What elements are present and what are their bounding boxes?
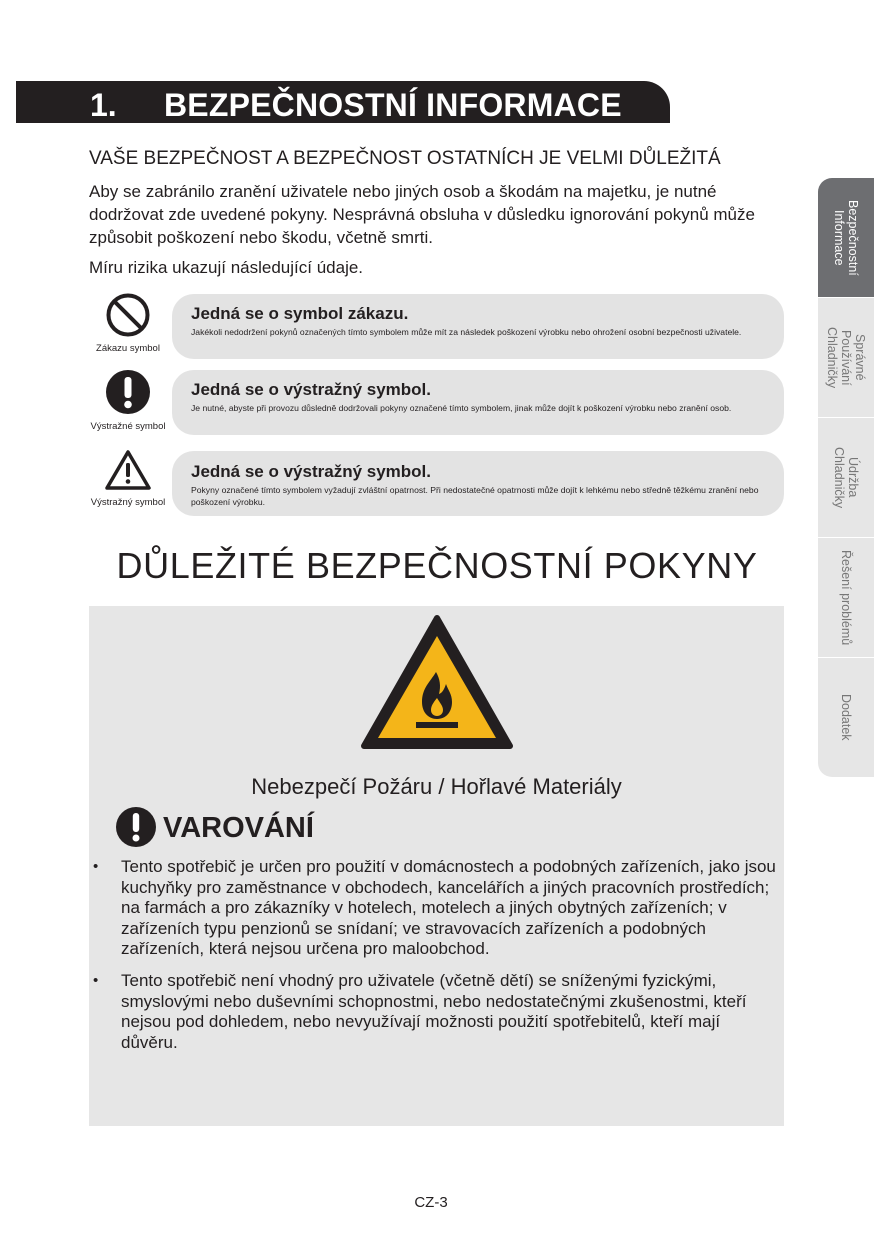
section-title: BEZPEČNOSTNÍ INFORMACE [164, 87, 622, 123]
prohibition-icon [105, 292, 151, 338]
symbol-description: Pokyny označené tímto symbolem vyžadují zvláštní opatrnost. Při nedostatečné opatrnosti může dojít k lehkému nebo středně těžkému zranění nebo poškození výrobku. [191, 485, 759, 507]
warning-text: Tento spotřebič je určen pro použití v domácnostech a podobných zařízeních, jako jsou kuchyňky pro zaměstnance v obchodech, kancelářích a jiných pracovních prostředích; na farmách a pro zákazníky v hotelech, motelech a jiných obytných zařízeních; v zařízeních typu penzionů se snídaní; ve stravovacích zařízeních a podobných zařízeních, která nejsou určena pro maloobchod. [121, 857, 776, 959]
bullet-marker: • [93, 971, 99, 989]
tab-label: Řešení problémů [839, 549, 853, 646]
symbol-title: Jedná se o výstražný symbol. [191, 380, 431, 399]
intro-risk-note: Míru rizika ukazují následující údaje. [89, 258, 364, 277]
tab-label: Dodatek [839, 694, 853, 741]
tab-proper-use[interactable] [818, 298, 874, 417]
section-number: 1. [90, 87, 117, 123]
list-item [89, 971, 784, 1053]
symbol-mandatory [88, 369, 168, 433]
flammable-warning-icon [360, 614, 514, 752]
tab-troubleshooting[interactable] [818, 538, 874, 657]
fire-hazard-caption: Nebezpečí Požáru / Hořlavé Materiály [251, 774, 622, 799]
symbol-prohibition [88, 292, 168, 355]
symbol-caption: Zákazu symbol [96, 343, 160, 354]
main-title: DŮLEŽITÉ BEZPEČNOSTNÍ POKYNY [116, 545, 758, 586]
warning-text: Tento spotřebič není vhodný pro uživatele (včetně dětí) se sníženými fyzickými, smyslovými nebo duševními schopnostmi, nebo nedostatečnými zkušenostmi, kteří nejsou pod dohledem, nebo nevyužívají možnosti použití spotřebitelů, kteří mají důvěru. [121, 970, 747, 1052]
warning-heading: VAROVÁNÍ [163, 812, 314, 844]
symbol-caution [88, 449, 168, 509]
tab-label: Údržba Chladničky [832, 446, 860, 509]
tab-label: Správné Používání Chladničky [825, 326, 867, 389]
warning-exclamation-icon [115, 806, 157, 848]
symbol-title: Jedná se o symbol zákazu. [191, 304, 409, 323]
symbol-caption: Výstražný symbol [90, 497, 166, 508]
symbol-description: Je nutné, abyste při provozu důsledně dodržovali pokyny označené tímto symbolem, jinak může dojít k poškození výrobku nebo zranění osob. [191, 403, 732, 413]
list-item [89, 857, 784, 960]
intro-paragraph: Aby se zabránilo zranění uživatele nebo jiných osob a škodám na majetku, je nutné dodržovat zde uvedené pokyny. Nesprávná obsluha v důsledku ignorování pokynů může způsobit poškození nebo škodu, včetně smrti. [89, 182, 755, 247]
bullet-marker: • [93, 858, 99, 875]
tab-maintenance[interactable] [818, 418, 874, 537]
warning-bullet-list [89, 857, 784, 1064]
subheading: VAŠE BEZPEČNOST A BEZPEČNOST OSTATNÍCH JE VELMI DŮLEŽITÁ [89, 148, 721, 169]
page-number: CZ-3 [414, 1194, 448, 1211]
tab-appendix[interactable] [818, 658, 874, 777]
exclamation-icon [105, 369, 151, 415]
warning-triangle-icon [104, 449, 152, 491]
tab-label: Bezpečnostní Informace [832, 199, 860, 276]
symbol-title: Jedná se o výstražný symbol. [191, 462, 431, 481]
tab-safety-information[interactable] [818, 178, 874, 297]
symbol-caption: Výstražné symbol [90, 421, 166, 432]
symbol-description: Jakékoli nedodržení pokynů označených tímto symbolem může mít za následek poškození výrobku nebo ohrožení osobní bezpečnosti uživatele. [191, 327, 742, 337]
